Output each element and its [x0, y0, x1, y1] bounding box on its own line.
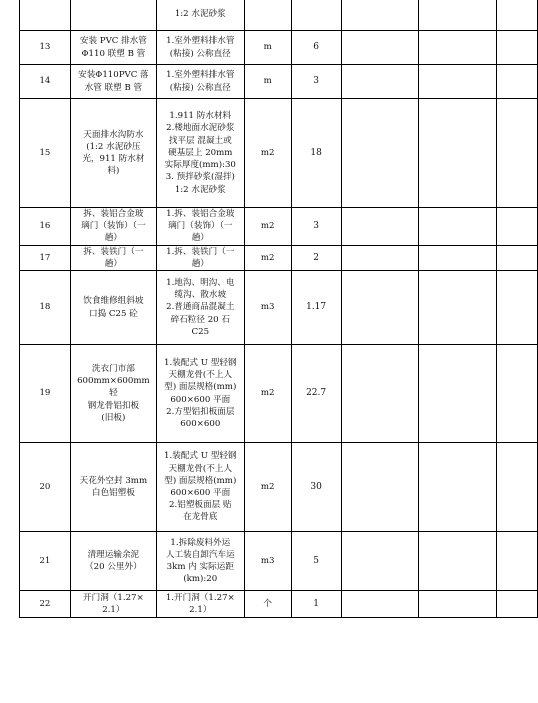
item-feature: 1.室外塑料排水管 (粘接) 公称直径: [156, 31, 244, 65]
unit: m3: [244, 532, 291, 591]
row-number: [20, 0, 71, 31]
empty-cell: [341, 65, 419, 99]
empty-cell: [341, 345, 419, 443]
item-name: 安装 PVC 排水管 Φ110 联塑 B 管: [70, 31, 156, 65]
table-row: [20, 208, 538, 246]
empty-cell: [419, 443, 497, 532]
quantity: 1.17: [291, 271, 341, 345]
quantity: 22.7: [291, 345, 341, 443]
empty-cell: [419, 208, 497, 246]
table-row: [20, 245, 538, 270]
row-number: 18: [20, 271, 71, 345]
item-name: 天花外空封 3mm 白色铝塑板: [70, 443, 156, 532]
empty-cell: [497, 443, 538, 532]
table-row: [20, 532, 538, 591]
quantity: 3: [291, 208, 341, 246]
empty-cell: [419, 532, 497, 591]
empty-cell: [497, 31, 538, 65]
empty-cell: [419, 591, 497, 618]
item-feature: 1.装配式 U 型轻钢 天棚龙骨(不上人 型) 面层规格(mm) 600×600 平面 2.铝塑板面层 贴 在龙骨底: [156, 443, 244, 532]
empty-cell: [341, 0, 419, 31]
item-name: 清理运输余泥 （20 公里外）: [70, 532, 156, 591]
unit: m2: [244, 208, 291, 246]
row-number: 22: [20, 591, 71, 618]
unit: m3: [244, 271, 291, 345]
row-number: 14: [20, 65, 71, 99]
empty-cell: [497, 208, 538, 246]
item-name: 天面排水沟防水 (1:2 水泥砂压 光，911 防水材 料): [70, 99, 156, 208]
table-row: [20, 443, 538, 532]
empty-cell: [341, 591, 419, 618]
unit: [244, 0, 291, 31]
empty-cell: [497, 591, 538, 618]
table-row: [20, 99, 538, 208]
quantity: 1: [291, 591, 341, 618]
empty-cell: [341, 245, 419, 270]
table-row: [20, 65, 538, 99]
item-name: 饮食维修组斜坡 口捣 C25 砼: [70, 271, 156, 345]
empty-cell: [419, 31, 497, 65]
empty-cell: [341, 31, 419, 65]
empty-cell: [497, 271, 538, 345]
empty-cell: [341, 99, 419, 208]
item-feature: 1.拆、装铁门（一 趟）: [156, 245, 244, 270]
empty-cell: [497, 532, 538, 591]
quantity: 6: [291, 31, 341, 65]
item-name: 拆、装铁门（一 趟）: [70, 245, 156, 270]
table-row: [20, 591, 538, 618]
row-number: 16: [20, 208, 71, 246]
empty-cell: [419, 345, 497, 443]
empty-cell: [419, 271, 497, 345]
empty-cell: [341, 532, 419, 591]
empty-cell: [419, 0, 497, 31]
empty-cell: [497, 245, 538, 270]
unit: m: [244, 65, 291, 99]
quantity: 2: [291, 245, 341, 270]
unit: m2: [244, 245, 291, 270]
item-feature: 1:2 水泥砂浆: [156, 0, 244, 31]
item-feature: 1.911 防水材料 2.楼地面水泥砂浆 找平层 混凝土或 硬基层上 20mm 实际厚度(mm):30 3. 预拌砂浆(湿拌) 1:2 水泥砂浆: [156, 99, 244, 208]
empty-cell: [419, 65, 497, 99]
table-row: [20, 31, 538, 65]
quantity: 18: [291, 99, 341, 208]
empty-cell: [341, 443, 419, 532]
unit: m2: [244, 99, 291, 208]
empty-cell: [497, 99, 538, 208]
empty-cell: [497, 0, 538, 31]
item-name: 洗衣门市部 600mm×600mm 轻 钢龙骨铝扣板 (旧板): [70, 345, 156, 443]
table-row: [20, 0, 538, 31]
empty-cell: [497, 345, 538, 443]
row-number: 20: [20, 443, 71, 532]
unit: m: [244, 31, 291, 65]
empty-cell: [341, 208, 419, 246]
empty-cell: [419, 245, 497, 270]
table-row: [20, 271, 538, 345]
row-number: 21: [20, 532, 71, 591]
row-number: 19: [20, 345, 71, 443]
item-feature: 1.开门洞（1.27× 2.1）: [156, 591, 244, 618]
row-number: 15: [20, 99, 71, 208]
unit: m2: [244, 345, 291, 443]
item-feature: 1.室外塑料排水管 (粘接) 公称直径: [156, 65, 244, 99]
quantity: 5: [291, 532, 341, 591]
item-name: [70, 0, 156, 31]
item-name: 开门洞（1.27× 2.1）: [70, 591, 156, 618]
item-feature: 1.地沟、明沟、电 缆沟、散水坡 2.普通商品混凝土 碎石粒径 20 石 C25: [156, 271, 244, 345]
quantity: 3: [291, 65, 341, 99]
empty-cell: [341, 271, 419, 345]
item-name: 拆、装铝合金玻 璃门（装饰）（一 趟）: [70, 208, 156, 246]
quantity: 30: [291, 443, 341, 532]
row-number: 13: [20, 31, 71, 65]
bill-of-quantities-table: [19, 0, 538, 618]
empty-cell: [419, 99, 497, 208]
item-feature: 1.拆、装铝合金玻 璃门（装饰）（一 趟）: [156, 208, 244, 246]
table-row: [20, 345, 538, 443]
item-feature: 1.拆除废料外运 人工装自卸汽车运 3km 内 实际运距 (km):20: [156, 532, 244, 591]
quantity: [291, 0, 341, 31]
unit: m2: [244, 443, 291, 532]
empty-cell: [497, 65, 538, 99]
unit: 个: [244, 591, 291, 618]
row-number: 17: [20, 245, 71, 270]
item-name: 安装Φ110PVC 落 水管 联塑 B 管: [70, 65, 156, 99]
item-feature: 1.装配式 U 型轻钢 天棚龙骨(不上人 型) 面层规格(mm) 600×600 平面 2.方型铝扣板面层 600×600: [156, 345, 244, 443]
